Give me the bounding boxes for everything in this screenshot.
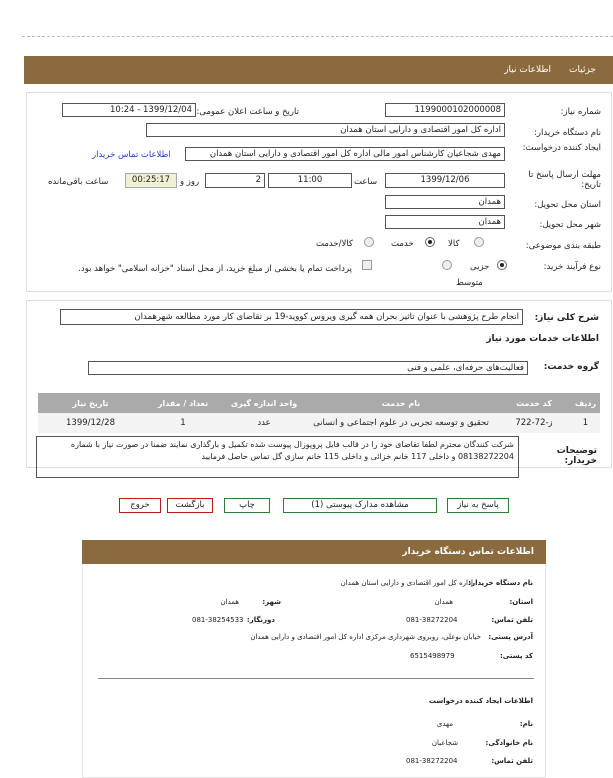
contact-buyer-name-label: نام دستگاه خریدار: (468, 579, 533, 587)
category-service-label: خدمت (391, 239, 414, 249)
contact-title: اطلاعات تماس دستگاه خریدار (402, 547, 534, 557)
buyer-org-field[interactable]: اداره کل امور اقتصادی و دارایی استان همدان (146, 123, 505, 137)
print-button[interactable]: چاپ (224, 498, 270, 513)
process-medium-label: متوسط (456, 278, 483, 288)
services-table (38, 393, 600, 433)
creator-name: مهدی (436, 720, 453, 728)
process-partial-radio[interactable] (497, 260, 507, 270)
contact-fax-label: دورنگار: (246, 616, 275, 624)
category-goods-radio[interactable] (474, 237, 484, 247)
creator-field[interactable]: مهدی شجاعیان کارشناس امور مالی اداره کل امور اقتصادی و دارایی استان همدان (185, 147, 505, 161)
creator-family-label: نام خانوادگی: (485, 739, 533, 747)
contact-city-label: شهر: (262, 598, 281, 606)
treasury-payment-checkbox[interactable] (362, 260, 372, 270)
contact-phone: 081-38272204 (406, 616, 458, 624)
view-attachments-button[interactable]: مشاهده مدارک پیوستی (1) (283, 498, 437, 513)
contact-header-bar (82, 540, 546, 564)
buyer-contact-link[interactable]: اطلاعات تماس خریدار (92, 150, 171, 160)
cell-name: تحقیق و توسعه تجربی در علوم اجتماعی و انسانی (305, 413, 497, 433)
contact-province-label: استان: (509, 598, 533, 606)
city-label: شهر محل تحویل: (539, 220, 601, 230)
contact-panel (82, 540, 546, 778)
process-label: نوع فرآیند خرید: (543, 262, 601, 272)
process-medium-radio[interactable] (442, 260, 452, 270)
contact-divider (98, 678, 534, 679)
city-field[interactable]: همدان (385, 215, 505, 229)
deadline-time-field[interactable]: 11:00 (268, 173, 352, 188)
days-field[interactable]: 2 (205, 173, 265, 188)
cell-row: 1 (571, 413, 600, 433)
col-row: ردیف (571, 393, 600, 413)
category-goods-label: کالا (448, 239, 460, 249)
table-row (38, 413, 600, 433)
services-table-header (38, 393, 600, 413)
days-label: روز و (180, 177, 200, 187)
deadline-time-label: ساعت (354, 177, 378, 187)
col-quantity: تعداد / مقدار (143, 393, 223, 413)
cell-date: 1399/12/28 (38, 413, 143, 433)
remaining-label: ساعت باقی‌مانده (48, 177, 109, 187)
category-both-radio[interactable] (364, 237, 374, 247)
tab-need-info[interactable]: اطلاعات نیاز (504, 65, 551, 75)
category-service-radio[interactable] (425, 237, 435, 247)
creator-family: شجاعیان (431, 739, 458, 747)
creator-name-label: نام: (519, 720, 533, 728)
service-group-field: فعالیت‌های حرفه‌ای، علمی و فنی (88, 361, 528, 375)
exit-button[interactable]: خروج (119, 498, 161, 513)
contact-city: همدان (220, 598, 239, 606)
back-button[interactable]: بازگشت (167, 498, 213, 513)
service-group-label: گروه خدمت: (543, 362, 599, 372)
top-divider (22, 36, 613, 37)
contact-postal-label: کد پستی: (499, 652, 533, 660)
summary-field: انجام طرح پژوهشی با عنوان تاثیر بحران همه گیری ویروس کووید-19 بر تقاضای کار مورد مطالعه شهرهمدان (60, 309, 523, 325)
province-field[interactable]: همدان (385, 195, 505, 209)
announce-field[interactable]: 1399/12/04 - 10:24 (62, 103, 196, 117)
contact-phone-label: تلفن تماس: (491, 616, 533, 624)
col-code: کد خدمت (497, 393, 571, 413)
creator-phone: 081-38272204 (406, 757, 458, 765)
contact-fax: 081-38254533 (192, 616, 244, 624)
buyer-org-label: نام دستگاه خریدار: (534, 128, 601, 138)
creator-info-title: اطلاعات ایجاد کننده درخواست (428, 697, 533, 705)
need-number-label: شماره نیاز: (560, 107, 601, 117)
tab-details[interactable]: جزئیات (569, 65, 596, 75)
contact-address: خیابان بوعلی، روبروی شهرداری مرکزی اداره کل امور اقتصادی و دارایی همدان (250, 633, 481, 641)
contact-buyer-name: اداره کل امور اقتصادی و دارایی استان همدان (340, 579, 473, 587)
province-label: استان محل تحویل: (534, 200, 601, 210)
process-partial-label: جزیی (470, 262, 490, 272)
contact-postal: 6515498979 (410, 652, 455, 660)
remaining-time-field: 00:25:17 (125, 173, 177, 188)
col-unit: واحد اندازه گیری (223, 393, 305, 413)
details-header-bar (24, 56, 613, 84)
announce-label: تاریخ و ساعت اعلان عمومی: (196, 107, 299, 117)
contact-address-label: آدرس پستی: (488, 633, 533, 641)
category-label: طبقه بندی موضوعی: (525, 241, 601, 251)
cell-unit: عدد (223, 413, 305, 433)
buyer-notes-label: توضیحات خریدار: (556, 446, 597, 466)
buyer-notes-field: شرکت کنندگان محترم لطفا تقاضای خود را در قالب فایل پروپوزال پیوست شده تکمیل و بارگذاری نمایند ضمنا در صورت نیاز با شماره 08138272204 و داخلی 117 خانم خزائی و داخلی 115 خانم سازی گل تماس حاصل فرمایید (36, 436, 519, 478)
cell-quantity: 1 (143, 413, 223, 433)
reply-button[interactable]: پاسخ به نیاز (447, 498, 509, 513)
col-date: تاریخ نیاز (38, 393, 143, 413)
deadline-date-field[interactable]: 1399/12/06 (385, 173, 505, 188)
treasury-payment-note: پرداخت تمام یا بخشی از مبلغ خرید، از محل اسناد "خزانه اسلامی" خواهد بود. (78, 264, 352, 274)
deadline-label: مهلت ارسال پاسخ تا تاریخ: (528, 170, 601, 190)
contact-province: همدان (434, 598, 453, 606)
col-name: نام خدمت (305, 393, 497, 413)
need-number-field[interactable]: 1199000102000008 (385, 103, 505, 117)
category-both-label: کالا/خدمت (316, 239, 353, 249)
services-title: اطلاعات خدمات مورد نیاز (486, 334, 599, 344)
cell-code: ز-72-722 (497, 413, 571, 433)
summary-label: شرح کلی نیاز: (534, 313, 599, 323)
creator-label: ایجاد کننده درخواست: (522, 143, 601, 153)
creator-phone-label: تلفن تماس: (491, 757, 533, 765)
